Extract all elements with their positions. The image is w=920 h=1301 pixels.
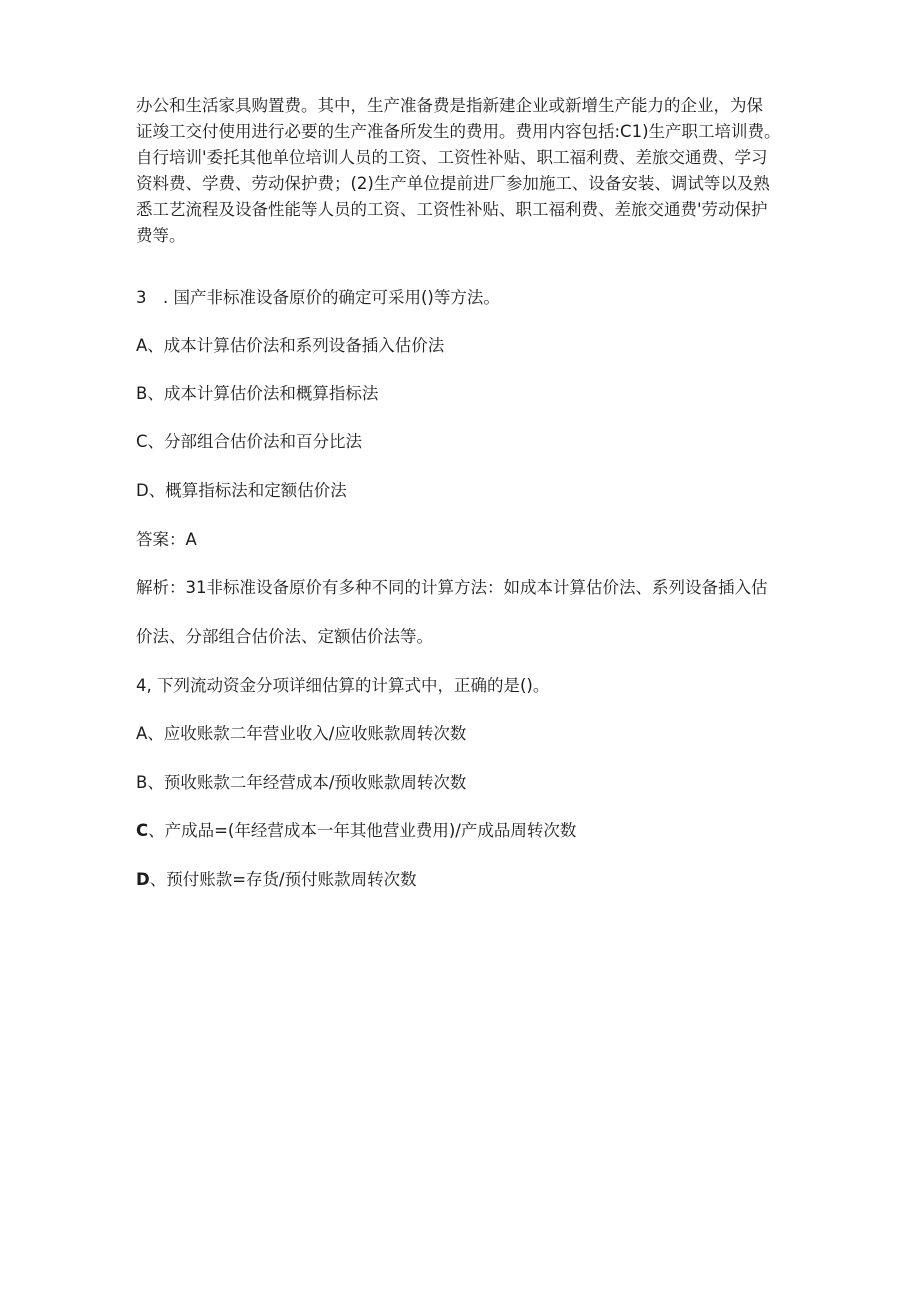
question-3-option-b: B、成本计算估价法和概算指标法 [136,384,379,403]
question-4-option-b: B、预收账款二年经营成本/预收账款周转次数 [136,773,467,792]
question-4-option-a: A、应收账款二年营业收入/应收账款周转次数 [136,724,467,743]
option-text: 产成品=(年经营成本一年其他营业费用)/产成品周转次数 [164,821,577,840]
question-3-analysis-line-2: 价法、分部组合估价法、定额估价法等。 [136,627,433,646]
question-3-option-a: A、成本计算估价法和系列设备插入估价法 [136,336,445,355]
intro-line-2: 证竣工交付使用进行必要的生产准备所发生的费用。费用内容包括:C1)生产职工培训费。 [136,122,781,141]
question-3-option-c: C、分部组合估价法和百分比法 [136,432,363,451]
intro-paragraph [136,93,788,249]
option-letter: C [136,821,149,840]
intro-line-4: 资料费、学费、劳动保护费；(2)生产单位提前进厂参加施工、设备安装、调试等以及熟 [136,174,770,193]
intro-line-5: 悉工艺流程及设备性能等人员的工资、工资性补贴、职工福利费、差旅交通费'劳动保护 [136,200,768,219]
option-text: 预付账款=存货/预付账款周转次数 [166,870,417,889]
question-4-option-c [136,818,788,844]
option-separator: 、 [148,821,165,840]
intro-line-1: 办公和生活家具购置费。其中，生产准备费是指新建企业或新增生产能力的企业，为保 [136,96,763,115]
option-separator: 、 [149,870,167,889]
option-letter: D [136,870,150,889]
intro-line-3: 自行培训'委托其他单位培训人员的工资、工资性补贴、职工福利费、差旅交通费、学习 [136,148,768,167]
question-4-option-d [136,867,788,893]
intro-line-6: 费等。 [136,226,186,245]
question-3-stem: 3 . 国产非标准设备原价的确定可采用()等方法。 [136,288,500,307]
question-3-answer: 答案：A [136,530,197,549]
question-3-analysis-line-1: 解析：31非标准设备原价有多种不同的计算方法：如成本计算估价法、系列设备插入估 [136,578,768,597]
question-3-option-d: D、概算指标法和定额估价法 [136,481,347,500]
question-4-stem: 4, 下列流动资金分项详细估算的计算式中，正确的是()。 [136,676,550,695]
